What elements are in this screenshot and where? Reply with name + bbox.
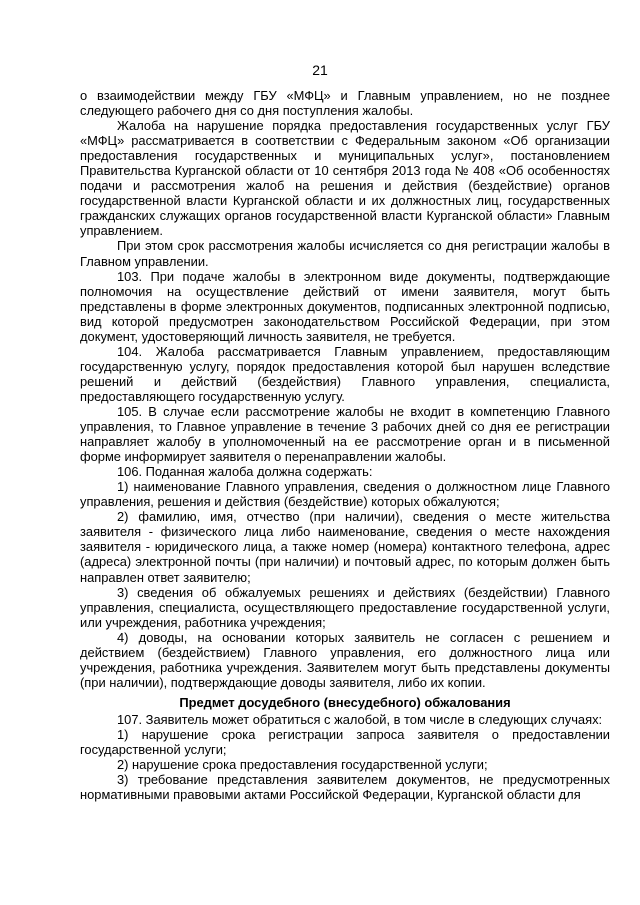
clause-106: 106. Поданная жалоба должна содержать: [117,464,373,480]
clause-107: 107. Заявитель может обратиться с жалобой, в том числе в следующих случаях: [117,711,603,727]
clause-105: 105. В случае если рассмотрение жалобы не входит в компетенцию Главного управления, то Главное управление в течение 3 рабочих дней со дня ее регистрации направляет жалобу в уполномоченный на ее рассмотрение орган и в письменной форме информирует заявителя о перенаправлении жалобы. [80,403,610,465]
list-item: 2) фамилию, имя, отчество (при наличии), сведения о месте жительства заявителя - физического лица либо наименование, сведения о месте нахождения заявителя - юридического лица, а также номер (номера) контактного телефона, адрес (адреса) электронной почты (при наличии) и почтовый адрес, по которым должен быть направлен ответ заявителю; [80,509,610,585]
section-heading: Предмет досудебного (внесудебного) обжалования [179,694,511,710]
list-item: 3) требование представления заявителем документов, не предусмотренных нормативными правовыми актами Российской Федерации, Курганской области для [80,772,610,803]
document-body [80,88,610,802]
paragraph: о взаимодействии между ГБУ «МФЦ» и Главным управлением, но не позднее следующего рабочего дня со дня поступления жалобы. [80,88,610,119]
list-item: 4) доводы, на основании которых заявитель не согласен с решением и действием (бездействием) Главного управления, его должностного лица или учреждения, работника учреждения. Заявителем могут быть представлены документы (при наличии), подтверждающие доводы заявителя, либо их копии. [80,629,610,690]
paragraph: Жалоба на нарушение порядка предоставления государственных услуг ГБУ «МФЦ» рассматривается в соответствии с Федеральным законом «Об организации предоставления государственных и муниципальных услуг», постановлением Правительства Курганской области от 10 сентября 2013 года № 408 «Об особенностях подачи и рассмотрения жалоб на решения и действия (бездействие) органов государственной власти Курганской области и их должностных лиц, государственных гражданских служащих органов государственной власти Курганской области» Главным управлением. [80,118,610,239]
clause-103: 103. При подаче жалобы в электронном виде документы, подтверждающие полномочия на осуществление действий от имени заявителя, могут быть представлены в форме электронных документов, подписанных электронной подписью, вид которой предусмотрен законодательством Российской Федерации, при этом документ, удостоверяющий личность заявителя, не требуется. [80,268,610,344]
page-number: 21 [312,62,328,78]
list-item: 2) нарушение срока предоставления государственной услуги; [117,757,488,773]
paragraph: При этом срок рассмотрения жалобы исчисляется со дня регистрации жалобы в Главном управлении. [80,238,610,269]
list-item: 1) нарушение срока регистрации запроса заявителя о предоставлении государственной услуги; [80,726,610,757]
list-item: 3) сведения об обжалуемых решениях и действиях (бездействии) Главного управления, специалиста, осуществляющего предоставление государственной услуги, или учреждения, работника учреждения; [80,584,610,630]
list-item: 1) наименование Главного управления, сведения о должностном лице Главного управления, решения и действия (бездействие) которых обжалуются; [80,479,610,510]
clause-104: 104. Жалоба рассматривается Главным управлением, предоставляющим государственную услугу, порядок предоставления которой был нарушен вследствие решений и действий (бездействия) Главного управления, специалиста, предоставляющего государственную услугу. [80,343,610,404]
